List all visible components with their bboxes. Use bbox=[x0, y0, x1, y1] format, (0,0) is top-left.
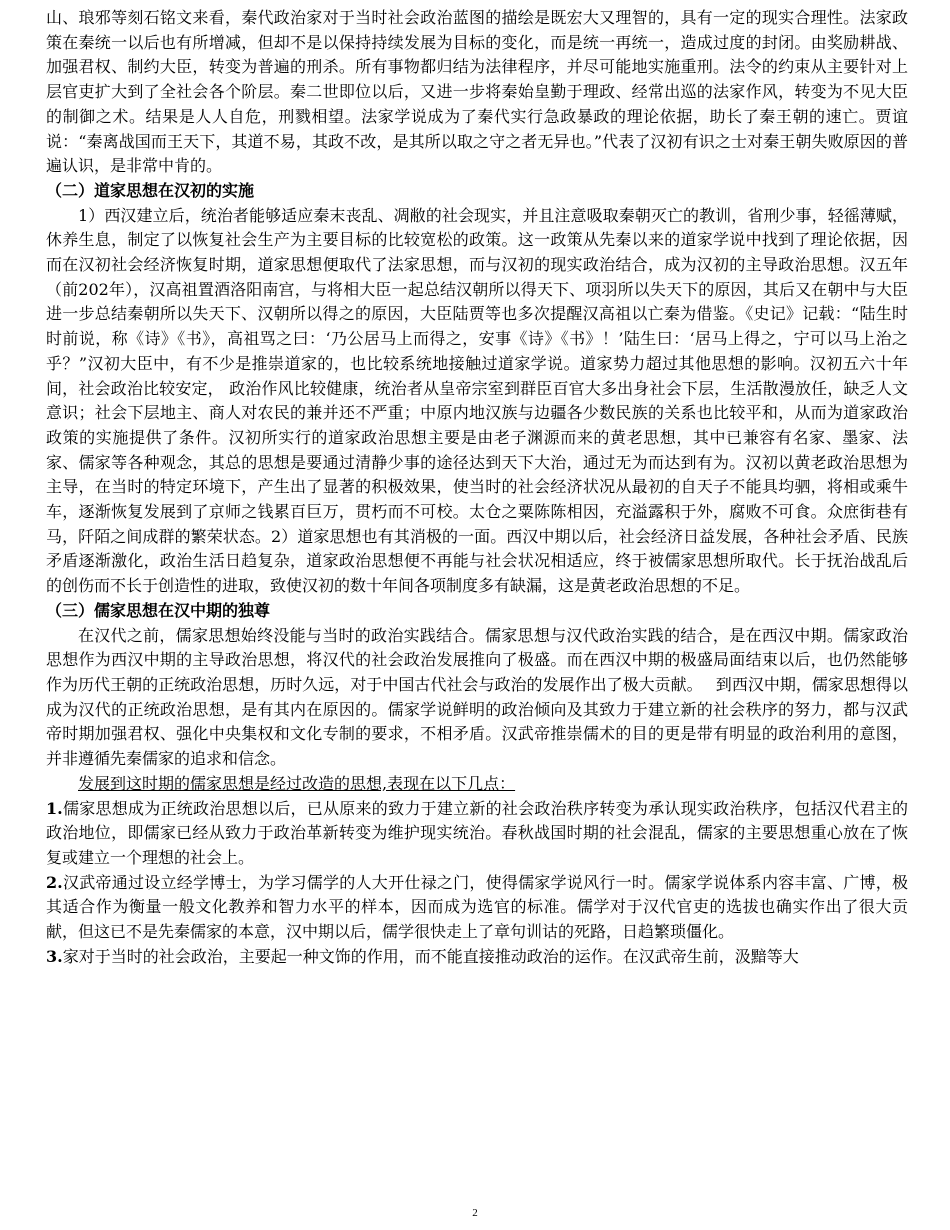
list-item-1 bbox=[46, 797, 908, 871]
section-heading-confucianism: （三）儒家思想在汉中期的独尊 bbox=[46, 600, 271, 620]
list-text-1: 儒家思想成为正统政治思想以后，已从原来的致力于建立新的社会政治秩序转变为承认现实政治秩序，包括汉代君主的政治地位，即儒家已经从致力于政治革新转变为维护现实统治。春秋战国时期的社会混乱，儒家的主要思想重心放在了恢复或建立一个理想的社会上。 bbox=[46, 798, 908, 867]
list-number-3: 3. bbox=[46, 946, 63, 966]
list-text-3: 家对于当时的社会政治，主要起一种文饰的作用，而不能直接推动政治的运作。在汉武帝生前，汲黯等大 bbox=[62, 946, 799, 966]
list-intro-text: 发展到这时期的儒家思想是经过改造的思想,表现在以下几点： bbox=[78, 773, 516, 793]
list-item-2 bbox=[46, 871, 908, 945]
list-number-1: 1. bbox=[46, 798, 63, 818]
paragraph-daoism-early-han: 1）西汉建立后，统治者能够适应秦末丧乱、凋敝的社会现实，并且注意吸取秦朝灭亡的教训，省刑少事，轻徭薄赋，休养生息，制定了以恢复社会生产为主要目标的比较宽松的政策。这一政策从先秦以来的道家学说中找到了理论依据，因而在汉初社会经济恢复时期，道家思想便取代了法家思想，而与汉初的现实政治结合，成为汉初的主导政治思想。汉五年（前202年），汉高祖置酒洛阳南宫，与将相大臣一起总结汉朝所以得天下、项羽所以失天下的原因，其后又在朝中与大臣进一步总结秦朝所以失天下、汉朝所以得之的原因，大臣陆贾等也多次提醒汉高祖以亡秦为借鉴。《史记》记载：“陆生时时前说，称《诗》《书》，高祖骂之曰：‘乃公居马上而得之，安事《诗》《书》！’陆生曰：‘居马上得之，宁可以马上治之乎？”汉初大臣中，有不少是推崇道家的，也比较系统地接触过道家学说。道家势力超过其他思想的影响。汉初五六十年间，社会政治比较安定， 政治作风比较健康，统治者从皇帝宗室到群臣百官大多出身社会下层，生活散漫放任，缺乏人文意识；社会下层地主、商人对农民的兼并还不严重；中原内地汉族与边疆各少数民族的关系也比较平和，从而为道家政治政策的实施提供了条件。汉初所实行的道家政治思想主要是由老子渊源而来的黄老思想，其中已兼容有名家、墨家、法家、儒家等各种观念，其总的思想是要通过清静少事的途径达到天下大治，通过无为而达到有为。汉初以黄老政治思想为主导，在当时的特定环境下，产生出了显著的积极效果，使当时的社会经济状况从最初的自天子不能具均驷，将相或乘牛车，逐渐恢复发展到了京师之钱累百巨万，贯朽而不可校。太仓之粟陈陈相因，充溢露积于外，腐败不可食。众庶街巷有马，阡陌之间成群的繁荣状态。2）道家思想也有其消极的一面。西汉中期以后，社会经济日益发展，各种社会矛盾、民族矛盾逐渐激化，政治生活日趋复杂，道家政治思想便不再能与社会状况相适应，终于被儒家思想所取代。长于抚治战乱后的创伤而不长于创造性的进取，致使汉初的数十年间各项制度多有缺漏，这是黄老政治思想的不足。 bbox=[46, 205, 908, 596]
list-text-2: 汉武帝通过设立经学博士，为学习儒学的人大开仕禄之门，使得儒家学说风行一时。儒家学说体系内容丰富、广博，极其适合作为衡量一般文化教养和智力水平的样本，因而成为选官的标准。儒学对于汉代官吏的选拔也确实作出了很大贡献，但这已不是先秦儒家的本意，汉中期以后，儒学很快走上了章句训诂的死路，日趋繁琐僵化。 bbox=[46, 872, 908, 942]
section-heading-daoism: （二）道家思想在汉初的实施 bbox=[46, 180, 255, 200]
paragraph-list-intro bbox=[46, 772, 908, 797]
paragraph-qin-legalism: 山、琅邪等刻石铭文来看，秦代政治家对于当时社会政治蓝图的描绘是既宏大又理智的，具有一定的现实合理性。法家政策在秦统一以后也有所增减，但却不是以保持持续发展为目标的变化，而是统一再统一，造成过度的封闭。由奖励耕战、加强君权、制约大臣，转变为普遍的刑杀。所有事物都归结为法律程序，并尽可能地实施重刑。法令的约束从主要针对上层官吏扩大到了全社会各个阶层。秦二世即位以后，又进一步将秦始皇勤于理政、经常出巡的法家作风，转变为不见大臣的制御之术。结果是人人自危，刑戮相望。法家学说成为了秦代实行急政暴政的理论依据，助长了秦王朝的速亡。贾谊说：“秦离战国而王天下，其道不易，其政不改，是其所以取之守之者无异也。”代表了汉初有识之士对秦王朝失败原因的普遍认识，是非常中肯的。 bbox=[46, 8, 908, 176]
page-number: 2 bbox=[472, 1207, 478, 1219]
list-item-3 bbox=[46, 945, 908, 970]
paragraph-confucianism-mid-han: 在汉代之前，儒家思想始终没能与当时的政治实践结合。儒家思想与汉代政治实践的结合，是在西汉中期。儒家政治思想作为西汉中期的主导政治思想，将汉代的社会政治发展推向了极盛。而在西汉中期的极盛局面结束以后，也仍然能够作为历代王朝的正统政治思想，历时久远，对于中国古代社会与政治的发展作出了极大贡献。 到西汉中期，儒家思想得以成为汉代的正统政治思想，是有其内在原因的。儒家学说鲜明的政治倾向及其致力于建立新的社会秩序的努力，都与汉武帝时期加强君权、强化中央集权和文化专制的要求，不相矛盾。汉武帝推崇儒术的目的更是带有明显的政治利用的意图，并非遵循先秦儒家的追求和信念。 bbox=[46, 625, 908, 769]
document-page bbox=[46, 6, 908, 969]
list-number-2: 2. bbox=[46, 872, 63, 892]
